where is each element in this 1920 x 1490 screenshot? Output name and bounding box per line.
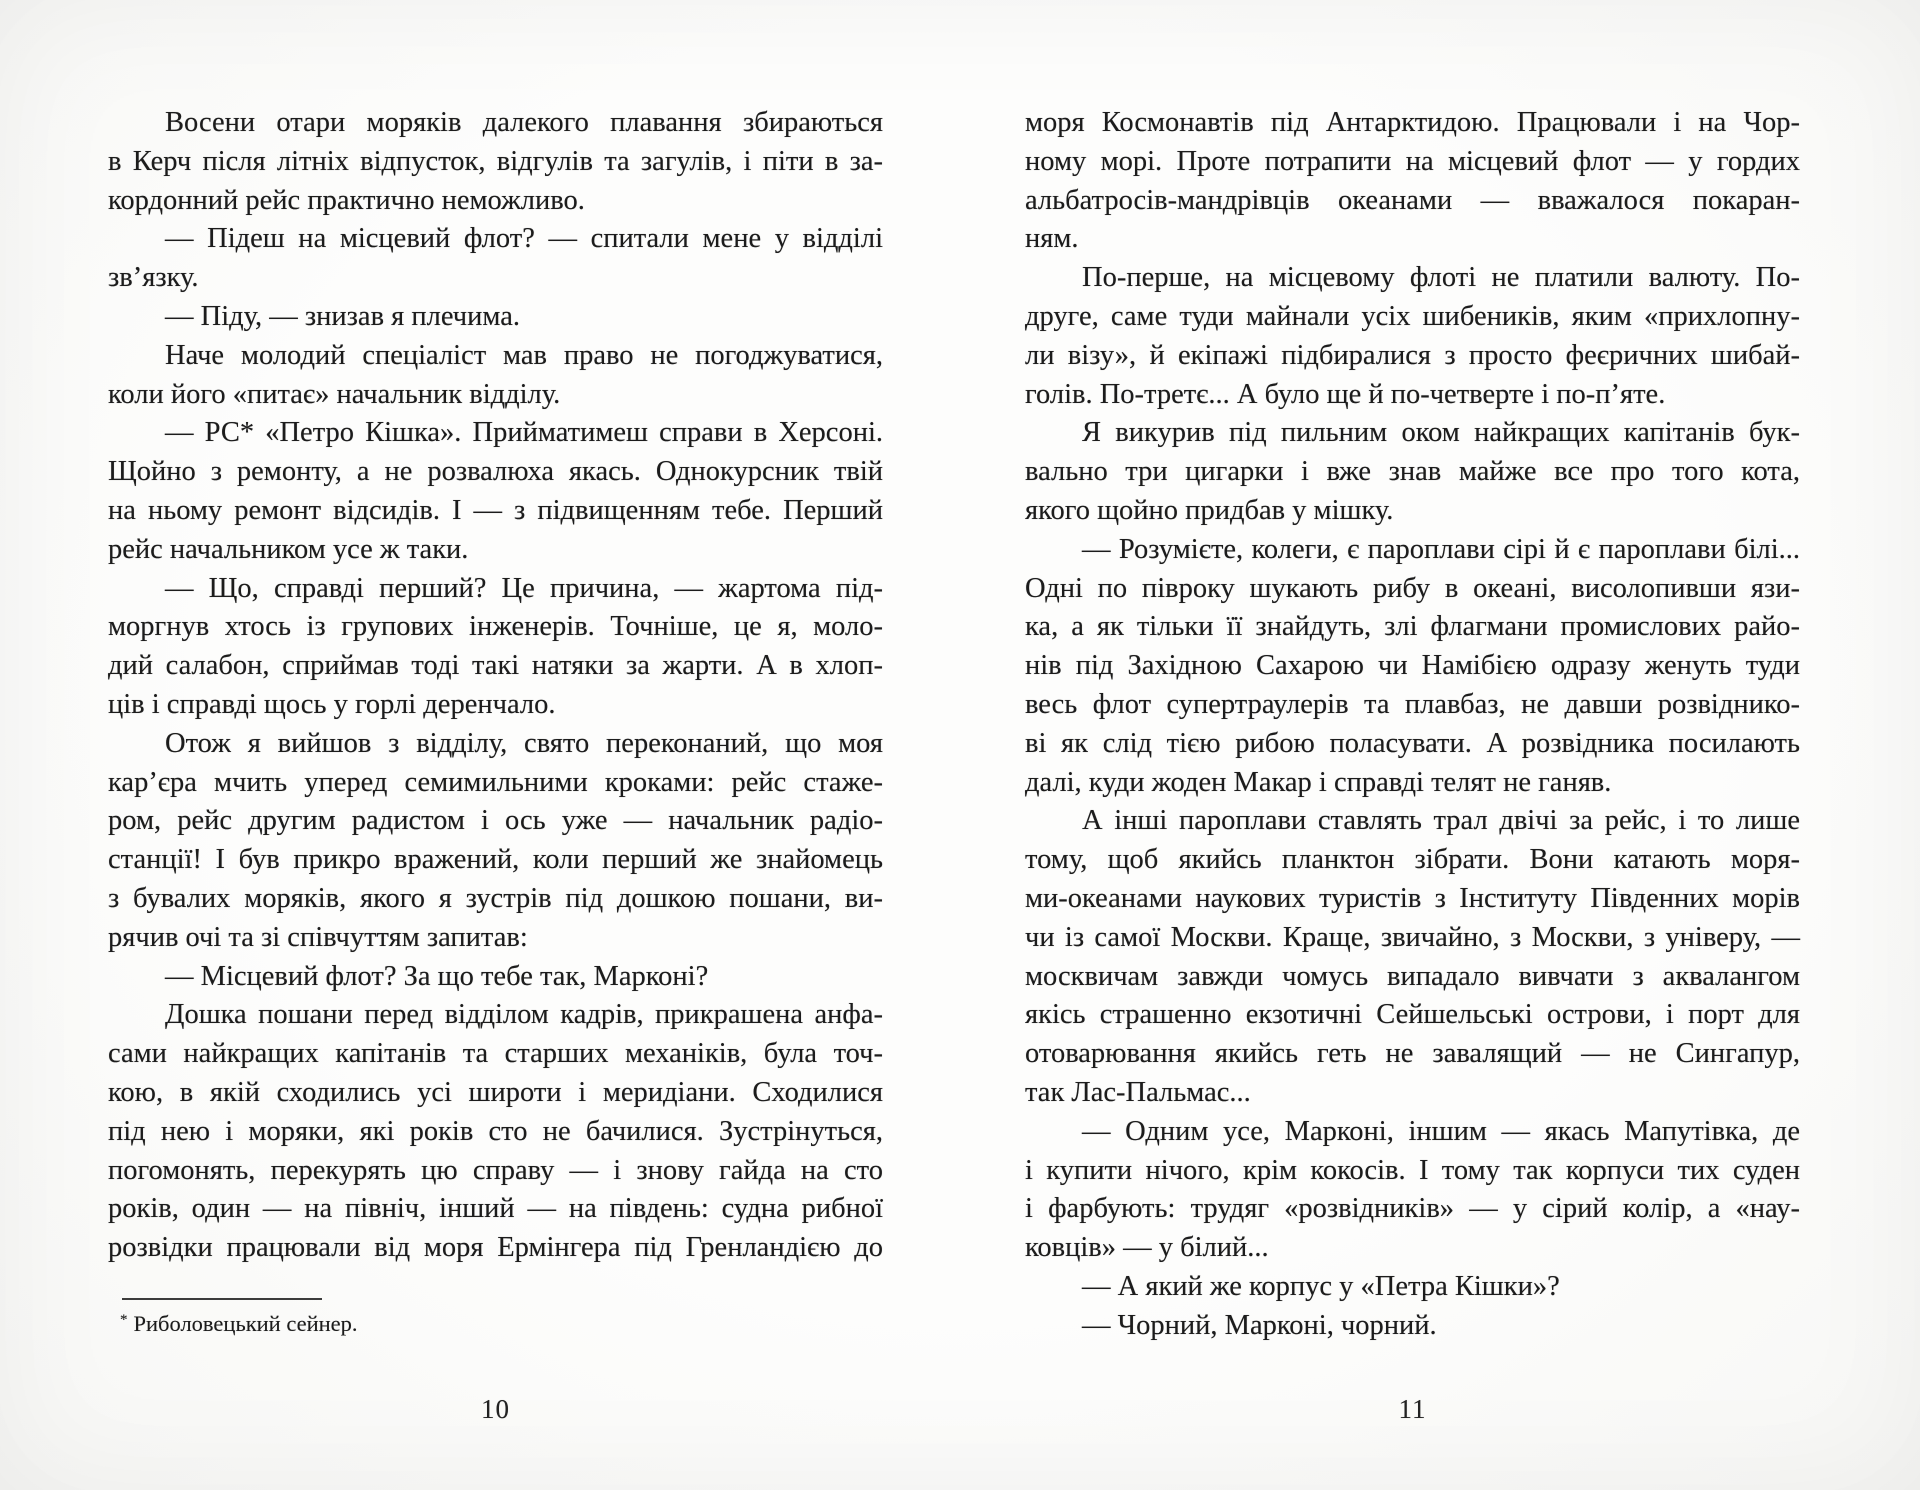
paragraph	[108, 337, 883, 415]
footnote	[120, 1306, 358, 1338]
text-line: — Розумієте, колеги, є пароплави сірі й є пароплави білі...	[1082, 533, 1800, 565]
paragraph	[108, 220, 883, 298]
paragraph	[1025, 259, 1800, 414]
paragraph	[1025, 802, 1800, 1112]
text-line: коли його «питає» начальник відділу.	[108, 378, 561, 410]
right-page	[1025, 0, 1800, 1490]
text-line: вально три цигарки і вже знав майже все про того кота,	[1025, 456, 1800, 488]
left-page-number: 10	[481, 1394, 510, 1424]
paragraph	[1025, 1268, 1800, 1307]
paragraph	[1025, 414, 1800, 530]
text-line: в Керч після літніх відпусток, відгулів та загулів, і піти в за-	[108, 145, 883, 177]
text-line: ковців» — у білий...	[1025, 1232, 1269, 1264]
paragraph	[1025, 531, 1800, 803]
paragraph	[1025, 1113, 1800, 1268]
text-line: отоварювання якийсь геть не завалящий — не Сингапур,	[1025, 1038, 1800, 1070]
text-line: моря Космонавтів під Антарктидою. Працювали і на Чор-	[1025, 107, 1800, 138]
text-line: весь флот супертраулерів та плавбаз, не давши розвіднико-	[1025, 688, 1800, 720]
text-line: рячив очі та зі співчуттям запитав:	[108, 921, 528, 953]
right-page-number: 11	[1398, 1394, 1427, 1424]
text-line: зв’язку.	[108, 262, 199, 294]
text-line: ка, а як тільки її знайдуть, злі флагмани промислових райо-	[1025, 611, 1800, 643]
text-line: голів. По-третє... А було ще й по-четверте і по-п’яте.	[1025, 378, 1666, 410]
footnote-marker: *	[120, 1312, 128, 1328]
text-line: кордонний рейс практично неможливо.	[108, 184, 585, 216]
footnote-divider	[122, 1298, 322, 1300]
text-line: Щойно з ремонту, а не розвалюха якась. Однокурсник твій	[108, 456, 883, 488]
text-line: на ньому ремонт відсидів. І — з підвищенням тебе. Перший	[108, 494, 883, 526]
text-line: Наче молодий спеціаліст мав право не погоджуватися,	[165, 339, 883, 371]
text-line: ців і справді щось у горлі деренчало.	[108, 688, 556, 720]
text-line: станції! І був прикро вражений, коли перший же знайомець	[108, 844, 883, 876]
text-line: розвідки працювали від моря Ермінгера під Гренландією до	[108, 1232, 883, 1264]
text-line: з бувалих моряків, якого я зустрів під дошкою пошани, ви-	[108, 882, 883, 914]
text-line: Дошка пошани перед відділом кадрів, прикрашена анфа-	[165, 999, 883, 1031]
text-line: ром, рейс другим радистом і ось уже — начальник радіо-	[108, 805, 883, 837]
text-line: друге, саме туди майнали усіх шибеників, яким «прихлопну-	[1025, 300, 1800, 332]
text-line: якого щойно придбав у мішку.	[1025, 494, 1394, 526]
text-line: — Підеш на місцевий флот? — спитали мене у відділі	[165, 223, 883, 255]
left-page	[108, 0, 883, 1490]
paragraph	[108, 298, 883, 337]
text-line: погомонять, перекурять цю справу — і знову гайда на сто	[108, 1154, 883, 1186]
text-line: Отож я вийшов з відділу, свято переконаний, що моя	[165, 727, 883, 759]
text-line: чи із самої Москви. Краще, звичайно, з Москви, з універу, —	[1025, 921, 1800, 953]
text-line: Я викурив під пильним оком найкращих капітанів бук-	[1082, 417, 1800, 449]
text-line: — Місцевий флот? За що тебе так, Марконі?	[165, 960, 709, 992]
text-line: ми-океанами наукових туристів з Інституту Південних морів	[1025, 882, 1800, 914]
text-line: ли візу», й екіпажі підбиралися з просто феєричних шибай-	[1025, 339, 1800, 371]
text-line: альбатросів-мандрівців океанами — вважалося покаран-	[1025, 184, 1800, 216]
text-line: ві як слід тією рибою поласувати. А розвідника посилають	[1025, 727, 1800, 759]
text-line: москвичам завжди чомусь випадало вивчати з аквалангом	[1025, 960, 1800, 992]
text-line: моргнув хтось із групових інженерів. Точніше, це я, моло-	[108, 611, 883, 643]
text-line: під нею і моряки, які років сто не бачилися. Зустрінуться,	[108, 1115, 883, 1147]
text-line: кар’єра мчить уперед семимильними кроками: рейс стаже-	[108, 766, 883, 798]
text-line: — Чорний, Марконі, чорний.	[1082, 1309, 1437, 1341]
text-line: років, один — на північ, інший — на південь: судна рибної	[108, 1193, 883, 1225]
text-line: — А який же корпус у «Петра Кішки»?	[1082, 1270, 1560, 1302]
text-line: якісь страшенно екзотичні Сейшельські острови, і порт для	[1025, 999, 1800, 1031]
text-line: тому, щоб якийсь планктон зібрати. Вони катають моря-	[1025, 844, 1800, 876]
paragraph	[108, 414, 883, 569]
text-line: так Лас-Пальмас...	[1025, 1076, 1251, 1108]
paragraph	[108, 996, 883, 1268]
paragraph	[108, 104, 883, 220]
paragraph	[1025, 1307, 1800, 1346]
paragraph	[108, 725, 883, 958]
right-text-column	[1025, 104, 1800, 1346]
text-line: — Піду, — знизав я плечима.	[165, 300, 520, 332]
text-line: По-перше, на місцевому флоті не платили валюту. По-	[1082, 262, 1800, 294]
footnote-text: Риболовецький сейнер.	[133, 1311, 358, 1336]
text-line: далі, куди жоден Макар і справді телят не ганяв.	[1025, 766, 1612, 798]
text-line: Одні по півроку шукають рибу в океані, висолопивши язи-	[1025, 572, 1800, 604]
text-line: ному морі. Проте потрапити на місцевий флот — у гордих	[1025, 145, 1800, 177]
paragraph	[1025, 104, 1800, 259]
paragraph	[108, 958, 883, 997]
text-line: А інші пароплави ставлять трал двічі за рейс, і то лише	[1082, 805, 1800, 837]
text-line: рейс начальником усе ж таки.	[108, 533, 469, 565]
text-line: кою, в якій сходились усі широти і меридіани. Сходилися	[108, 1076, 883, 1108]
text-line: сами найкращих капітанів та старших механіків, була точ-	[108, 1038, 883, 1070]
text-line: — РС* «Петро Кішка». Прийматимеш справи в Херсоні.	[165, 417, 883, 449]
text-line: — Одним усе, Марконі, іншим — якась Мапутівка, де	[1082, 1115, 1800, 1147]
paragraph	[108, 570, 883, 725]
text-line: дий салабон, сприймав тоді такі натяки за жарти. А в хлоп-	[108, 650, 883, 682]
text-line: нів під Західною Сахарою чи Намібією одразу женуть туди	[1025, 650, 1800, 682]
text-line: Восени отари моряків далекого плавання збираються	[165, 107, 883, 138]
left-text-column	[108, 104, 883, 1268]
text-line: ням.	[1025, 223, 1079, 255]
text-line: і купити нічого, крім кокосів. І тому так корпуси тих суден	[1025, 1154, 1800, 1186]
text-line: і фарбують: трудяг «розвідників» — у сірий колір, а «нау-	[1025, 1193, 1800, 1225]
text-line: — Що, справді перший? Це причина, — жартома під-	[165, 572, 883, 604]
